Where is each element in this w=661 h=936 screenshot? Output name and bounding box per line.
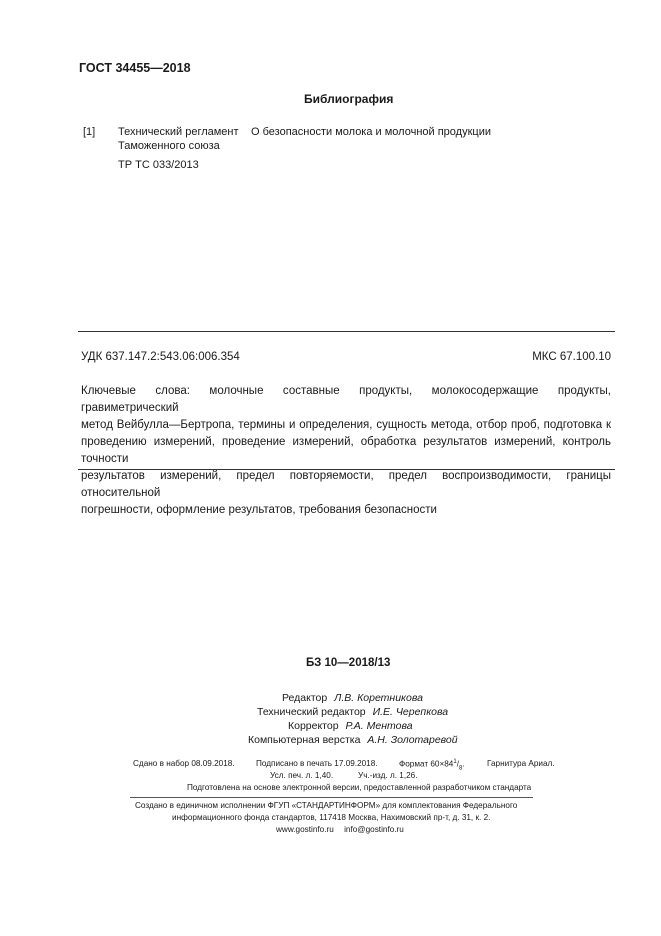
imprint-font: Гарнитура Ариал. [487, 759, 555, 768]
footer-email-link[interactable]: info@gostinfo.ru [344, 825, 404, 834]
bibliography-doc-code: ТР ТС 033/2013 [118, 159, 199, 171]
layout-label: Компьютерная верстка [248, 734, 361, 746]
standard-header: ГОСТ 34455—2018 [79, 61, 191, 75]
bibliography-title: Библиография [304, 92, 394, 106]
bottom-rule [78, 469, 615, 470]
imprint-prepared: Подготовлена на основе электронной версии, предоставленной разработчиком стандарта [187, 783, 532, 792]
footer-rule [130, 797, 533, 798]
footer-line1: Создано в единичном исполнении ФГУП «СТАНДАРТИНФОРМ» для комплектования Федерального [135, 801, 518, 810]
tech-editor-label: Технический редактор [257, 706, 366, 718]
keywords-line: метод Вейбулла—Бертропа, термины и определения, сущность метода, отбор проб, подготовка к [81, 419, 611, 431]
mks-code: МКС 67.100.10 [532, 351, 611, 363]
footer-site-link[interactable]: www.gostinfo.ru [276, 825, 334, 834]
imprint-pub-sheets: Уч.-изд. л. 1,26. [358, 771, 418, 780]
imprint-format: Формат $60\times 84^1/_8$. [399, 759, 465, 772]
bibliography-number: [1] [83, 126, 96, 138]
editor-name: Л.В. Коретникова [334, 692, 423, 704]
corrector-label: Корректор [288, 720, 339, 732]
bz-code: БЗ 10—2018/13 [306, 657, 391, 669]
imprint-sent: Сдано в набор 08.09.2018. [133, 759, 235, 768]
udk-code: УДК 637.147.2:543.06:006.354 [81, 351, 240, 363]
tech-editor-name: И.Е. Черепкова [372, 706, 449, 718]
keywords-line: Ключевые слова: молочные составные продукты, молокосодержащие продукты, гравиметрический [81, 385, 611, 414]
keywords-line: погрешности, оформление результатов, требования безопасности [81, 504, 437, 516]
editor-label: Редактор [282, 692, 328, 704]
bibliography-doc-line2: Таможенного союза [118, 140, 220, 152]
keywords-line: результатов измерений, предел повторяемости, предел воспроизводимости, границы относительной [81, 470, 611, 499]
imprint-print-sheets: Усл. печ. л. 1,40. [270, 771, 334, 780]
corrector-name: Р.А. Ментова [345, 720, 413, 732]
bibliography-doc-title: О безопасности молока и молочной продукции [251, 126, 491, 138]
footer-contacts [276, 825, 404, 834]
keywords-line: проведению измерений, проведение измерений, обработка результатов измерений, контроль точности [81, 436, 611, 465]
bibliography-doc-line1: Технический регламент [118, 126, 239, 138]
imprint-signed: Подписано в печать 17.09.2018. [256, 759, 378, 768]
footer-line2: информационного фонда стандартов, 117418 Москва, Нахимовский пр-т, д. 31, к. 2. [172, 813, 491, 822]
top-rule [78, 331, 615, 332]
keywords-block [81, 383, 611, 519]
layout-name: А.Н. Золотаревой [367, 734, 458, 746]
